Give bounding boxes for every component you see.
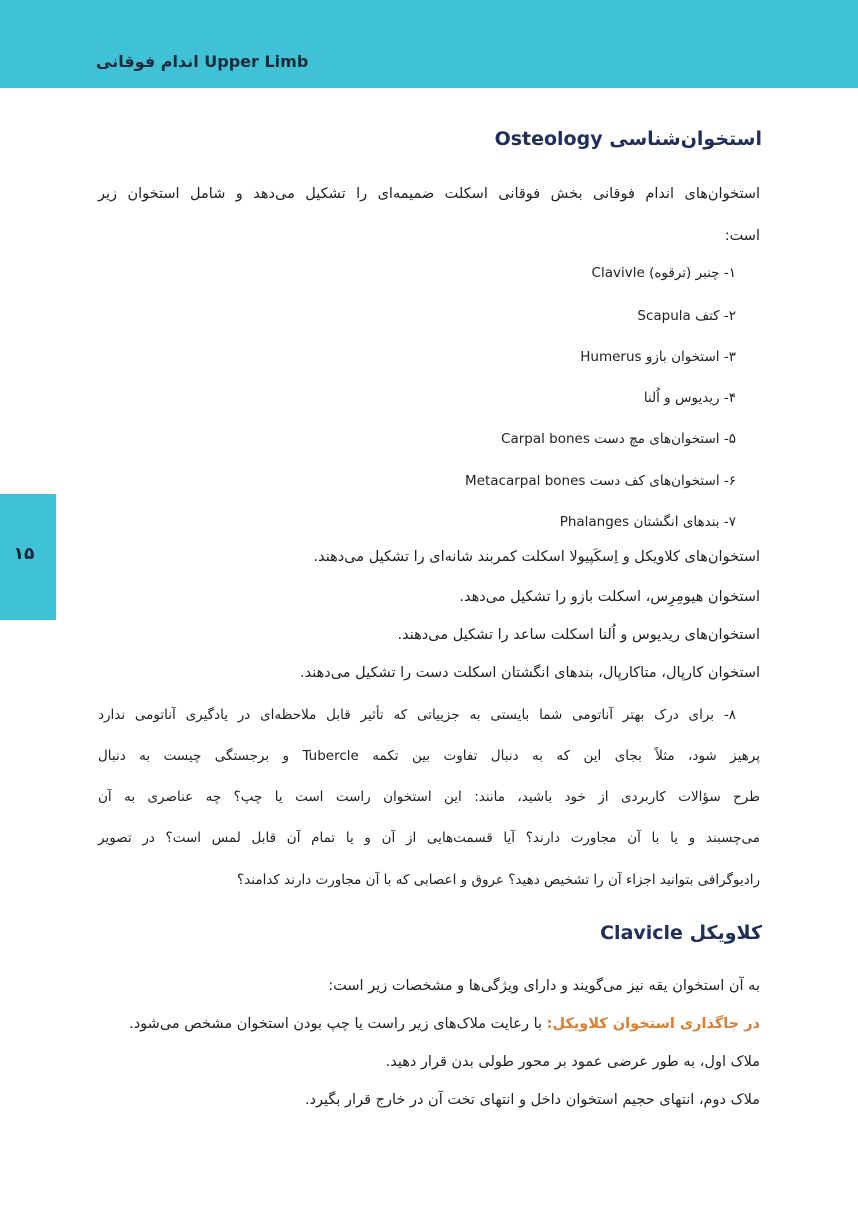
list-item-8-line: ۸- برای درک بهتر آناتومی شما بایستی به جزییاتی که تأثیر قابل ملاحظه‌ای در یادگیری آناتومی ندارد: [98, 707, 736, 723]
paragraph-line: استخوان‌های کلاویکل و اِسکَپیولا اسکلت کمربند شانه‌ای را تشکیل می‌دهند.: [313, 549, 760, 565]
header-bar: [0, 0, 858, 88]
list-item-8-line: می‌چسبند و یا با آن مجاورت دارند؟ آیا قسمت‌هایی از آن و یا تمام آن قابل لمس است؟ در تصویر: [98, 830, 760, 846]
list-item: ۴- ریدیوس و اُلنا: [643, 390, 736, 406]
paragraph-line: استخوان‌های ریدیوس و اُلنا اسکلت ساعد را تشکیل می‌دهند.: [397, 627, 760, 643]
paragraph-line: ملاک دوم، انتهای حجیم استخوان داخل و انتهای تخت آن در خارج قرار بگیرد.: [304, 1092, 760, 1108]
running-header-title: اندام فوقانی Upper Limb: [96, 52, 309, 71]
paragraph-line: استخوان هیومِرِس، اسکلت بازو را تشکیل می‌دهد.: [459, 589, 760, 605]
list-item: ۲- کتف Scapula: [637, 308, 736, 324]
paragraph-line: به آن استخوان یقه نیز می‌گویند و دارای ویژگی‌ها و مشخصات زیر است:: [328, 978, 760, 994]
list-item-8-line: طرح سؤالات کاربردی از خود باشید، مانند: این استخوان راست است یا چپ؟ چه عناصری به آن: [98, 789, 760, 805]
paragraph-line: استخوان‌های اندام فوقانی بخش فوقانی اسکلت ضمیمه‌ای را تشکیل می‌دهد و شامل استخوان زیر: [98, 186, 760, 202]
paragraph-text: با رعایت ملاک‌های زیر راست یا چپ بودن استخوان مشخص می‌شود.: [129, 1016, 547, 1032]
paragraph-line: است:: [724, 228, 760, 244]
paragraph-line: [129, 1016, 760, 1032]
list-item: ۷- بندهای انگشتان Phalanges: [559, 514, 736, 530]
paragraph-line: استخوان کارپال، متاکارپال، بندهای انگشتان اسکلت دست را تشکیل می‌دهند.: [300, 665, 760, 681]
list-item: ۵- استخوان‌های مچ دست Carpal bones: [501, 431, 736, 447]
list-item-8-line: رادیوگرافی بتوانید اجزاء آن را تشخیص دهید؟ عروق و اعصابی که با آن مجاورت دارند کدامند؟: [237, 872, 760, 888]
list-item-8-line: پرهیز شود، مثلاً بجای این که به دنبال تفاوت بین تکمه Tubercle و برجستگی چیست به دنبال: [98, 748, 760, 764]
list-item: ۶- استخوان‌های کف دست Metacarpal bones: [465, 473, 736, 489]
highlighted-label: در جاگذاری استخوان کلاویکل:: [546, 1016, 760, 1032]
paragraph-line: ملاک اول، به طور عرضی عمود بر محور طولی بدن قرار دهید.: [385, 1054, 760, 1070]
list-item: ۳- استخوان بازو Humerus: [580, 349, 736, 365]
list-item: ۱- چنبر (ترقوه) Clavivle: [591, 265, 736, 281]
page-number: ۱۵: [13, 544, 35, 564]
section-heading-clavicle: کلاویکل Clavicle: [600, 922, 762, 944]
section-heading-osteology: استخوان‌شناسی Osteology: [494, 128, 762, 150]
